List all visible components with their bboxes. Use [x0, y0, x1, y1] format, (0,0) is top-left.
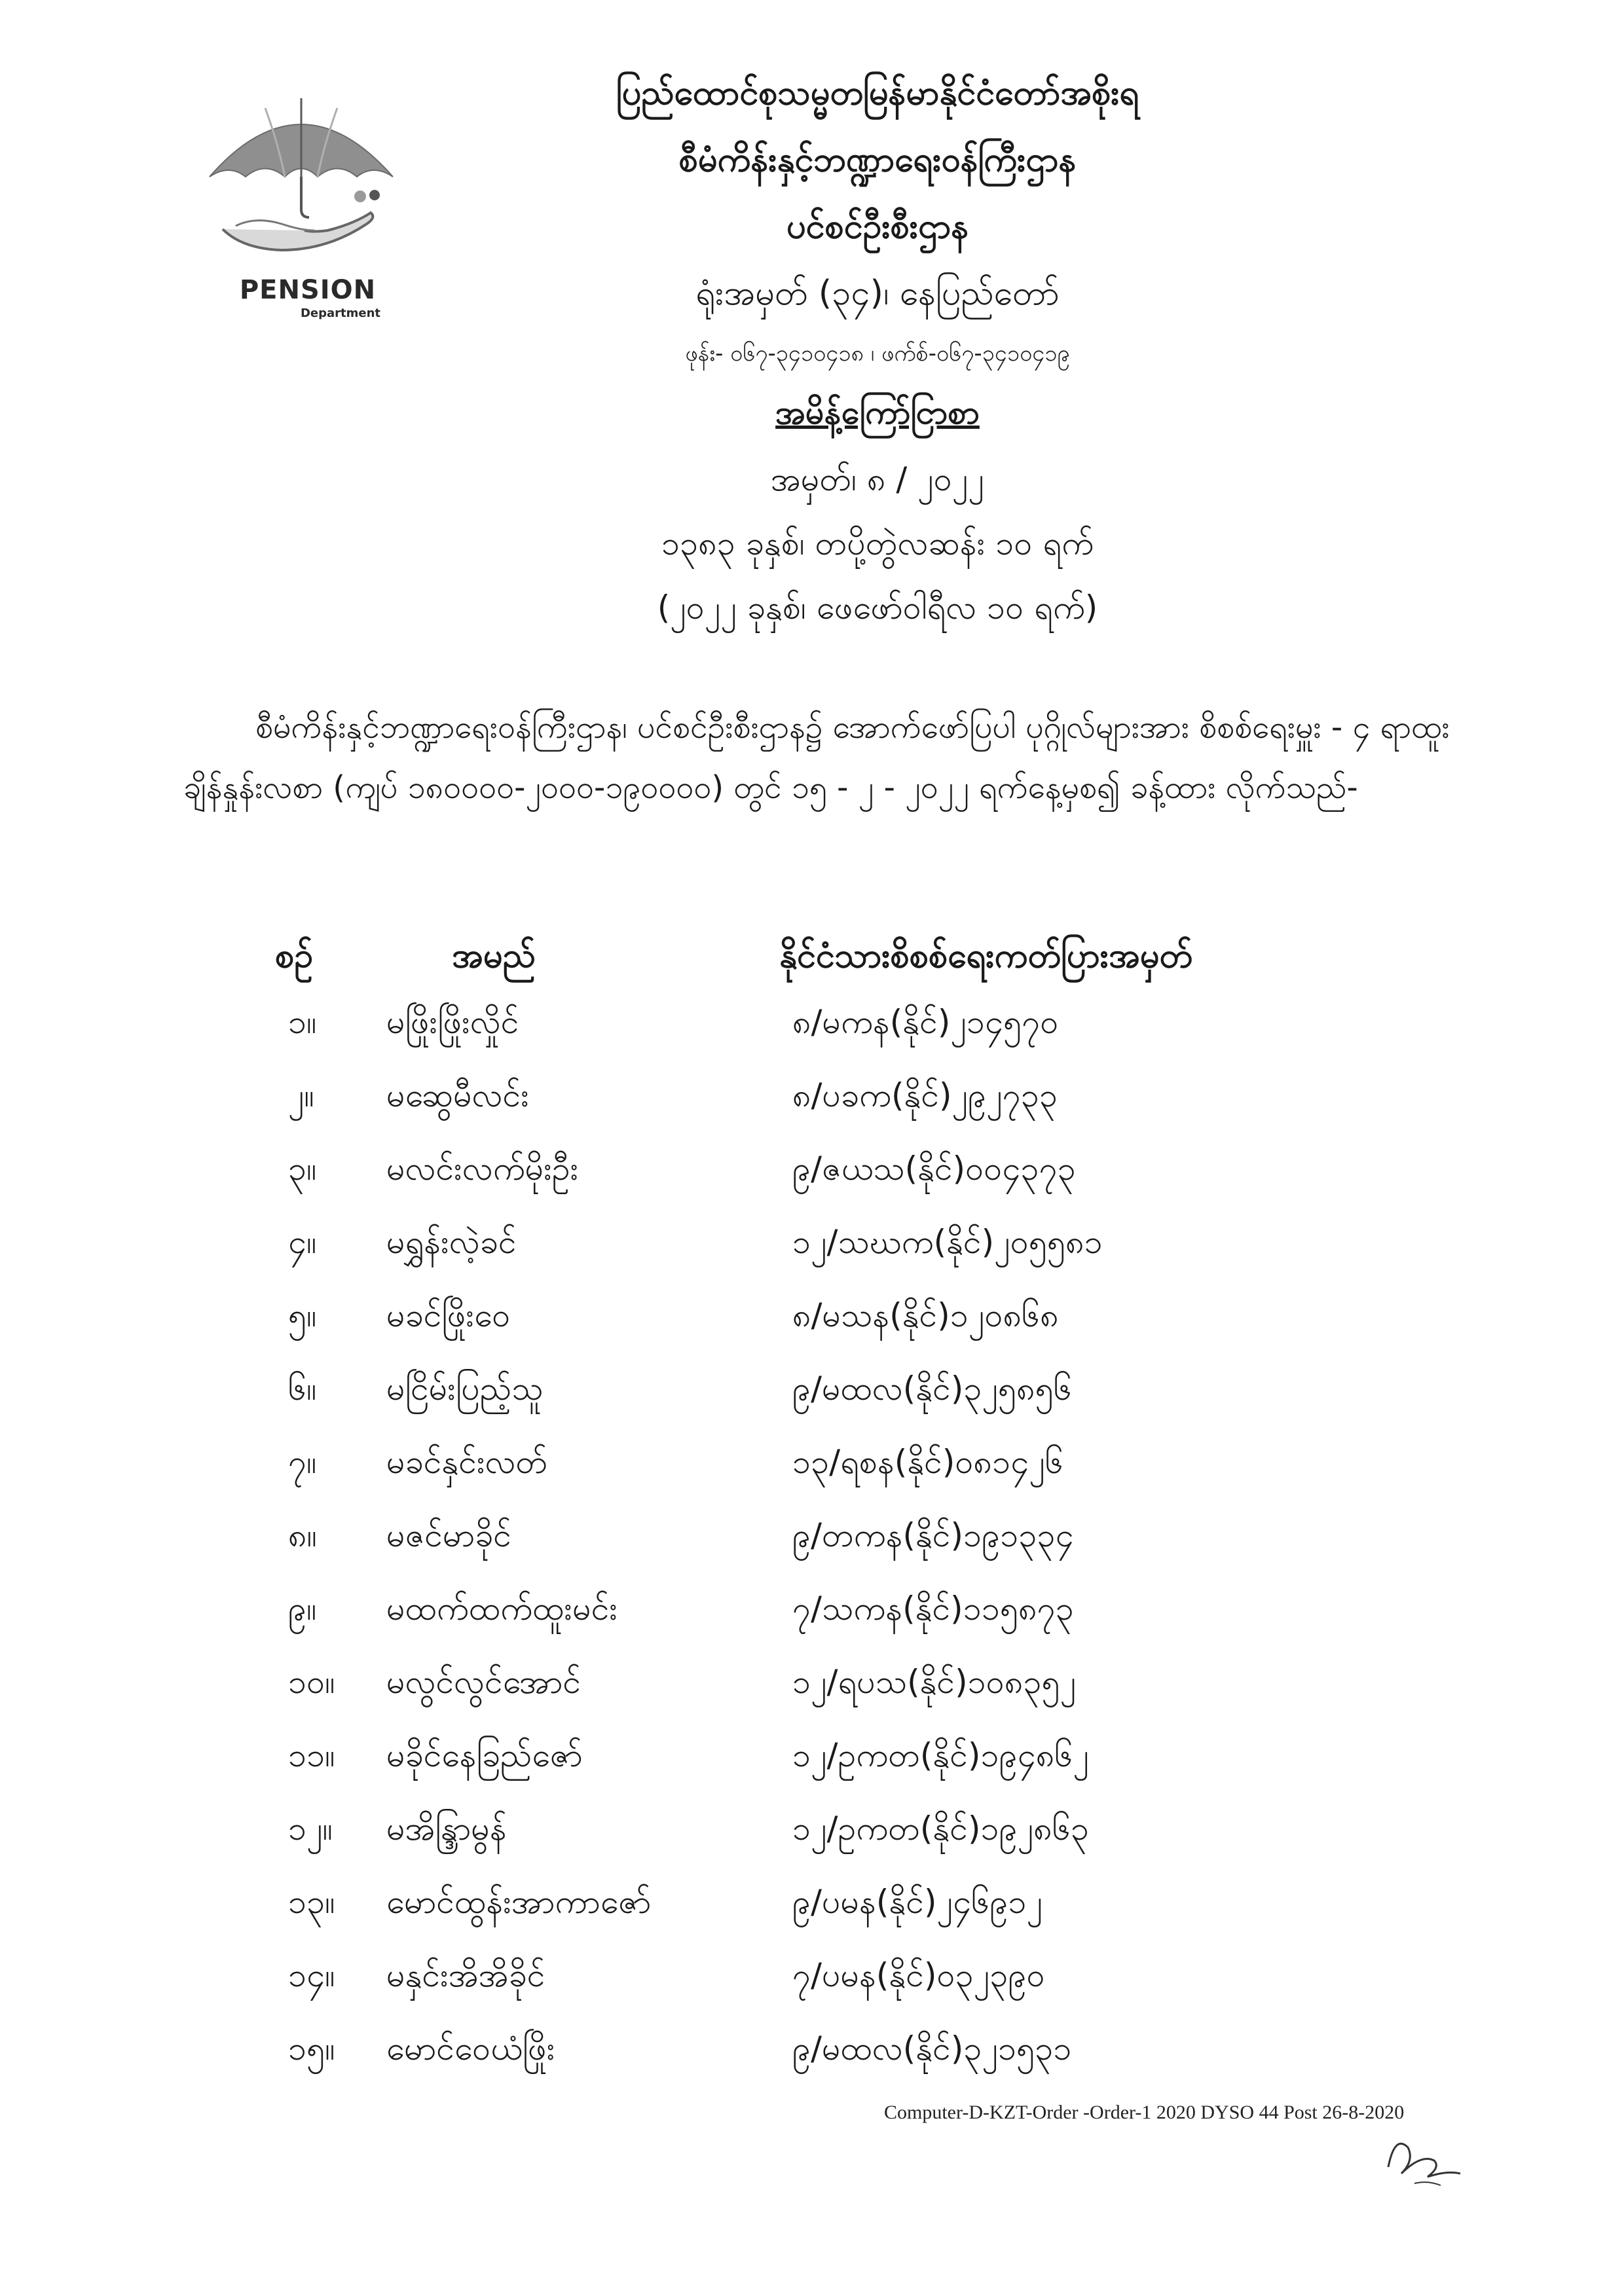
header-nrc: နိုင်ငံသားစိစစ်ရေးကတ်ပြားအမှတ် — [779, 936, 1193, 975]
row-name: မလွင်လွင်အောင် — [386, 1662, 581, 1701]
row-nrc: ၈/မသန(နိုင်)၁၂၀၈၆၈ — [792, 1296, 1059, 1334]
row-name: မနှင်းအိအိခိုင် — [386, 1956, 545, 1994]
header-name: အမည် — [452, 936, 536, 975]
row-no: ၂။ — [288, 1076, 314, 1114]
row-name: မခင်ဖြိုးဝေ — [386, 1296, 511, 1334]
row-nrc: ၈/ပခက(နိုင်)၂၉၂၇၃၃ — [792, 1076, 1058, 1114]
order-number: အမှတ်၊ ၈ / ၂၀၂၂ — [771, 460, 984, 498]
row-name: မောင်ဝေယံဖြိုး — [386, 2029, 555, 2068]
department-title: ပင်စင်ဦးစီးဌာန — [786, 207, 969, 246]
row-nrc: ၉/မထလ(နိုင်)၃၂၁၅၃၁ — [792, 2029, 1072, 2068]
table-row — [275, 1429, 1454, 1502]
signature-mark — [1375, 2121, 1467, 2193]
table-row — [275, 1135, 1454, 1209]
table-row — [275, 1062, 1454, 1135]
table-row — [275, 1868, 1454, 1942]
footer-reference: Computer-D-KZT-Order -Order-1 2020 DYSO 44 Post 26-8-2020 — [884, 2102, 1405, 2123]
table-row — [275, 1649, 1454, 1722]
row-no: ၉။ — [288, 1589, 317, 1628]
appointee-table — [275, 930, 1454, 2088]
row-nrc: ၈/မကန(နိုင်)၂၁၄၅၇၀ — [792, 1002, 1059, 1041]
row-no: ၁၂။ — [288, 1809, 333, 1848]
row-no: ၁၃။ — [288, 1882, 335, 1921]
row-nrc: ၁၂/ဥကတ(နိုင်)၁၉၄၈၆၂ — [792, 1736, 1090, 1774]
date-myanmar: ၁၃၈၃ ခုနှစ်၊ တပို့တွဲလဆန်း ၁၀ ရက် — [661, 524, 1094, 562]
contact-numbers: ဖုန်း- ၀၆၇-၃၄၁၀၄၁၈ ၊ ဖက်စ်-၀၆၇-၃၄၁၀၄၁၉ — [685, 340, 1070, 367]
table-row — [275, 1502, 1454, 1575]
row-no: ၆။ — [288, 1369, 317, 1408]
umbrella-hands-icon — [196, 79, 406, 275]
row-no: ၁၄။ — [288, 1956, 335, 1994]
row-name: မလင်းလက်မိုးဦး — [386, 1149, 579, 1188]
document-title — [458, 393, 1297, 432]
row-nrc: ၉/မထလ(နိုင်)၃၂၅၈၅၆ — [792, 1369, 1072, 1408]
table-row — [275, 1722, 1454, 1795]
document-title-text: အမိန့်ကြော်ငြာစာ — [775, 393, 980, 431]
row-nrc: ၇/သကန(နိုင်)၁၁၅၈၇၃ — [792, 1589, 1074, 1628]
row-nrc: ၁၃/ရစန(နိုင်)၀၈၁၄၂၆ — [792, 1442, 1064, 1481]
table-row — [275, 2015, 1454, 2088]
row-nrc: ၁၂/သဃက(နိုင်)၂၀၅၅၈၁ — [792, 1222, 1103, 1261]
logo-wordmark: PENSION — [239, 275, 377, 305]
row-name: မဖြိုးဖြိုးလှိုင် — [386, 1002, 519, 1041]
row-no: ၁။ — [288, 1002, 317, 1041]
office-address: ရုံးအမှတ် (၃၄)၊ နေပြည်တော် — [695, 274, 1060, 313]
row-no: ၇။ — [288, 1442, 317, 1481]
row-no: ၈။ — [288, 1516, 317, 1554]
row-nrc: ၁၂/ရပသ(နိုင်)၁၀၈၃၅၂ — [792, 1662, 1077, 1701]
pension-logo — [196, 79, 406, 327]
logo-subtitle: Department — [300, 306, 381, 320]
order-paragraph: စီမံကိန်းနှင့်ဘဏ္ဍာရေးဝန်ကြီးဌာန၊ ပင်စင်ဦးစီးဌာန၌ အောက်ဖော်ပြပါ ပုဂ္ဂိုလ်များအား စိစစ်ရေးမှူး - ၄ ရာထူး ချိန်နှုန်းလစာ (ကျပ် ၁၈၀၀၀၀-၂၀၀၀-၁၉၀၀၀၀) တွင် ၁၅ - ၂ - ၂၀၂၂ ရက်နေ့မှစ၍ ခန့်ထား လိုက်သည်- — [183, 709, 1450, 806]
row-no: ၅။ — [288, 1296, 317, 1334]
row-no: ၁၅။ — [288, 2029, 335, 2068]
row-no: ၁၀။ — [288, 1662, 335, 1701]
letterhead — [458, 72, 1297, 651]
table-row — [275, 1282, 1454, 1355]
row-nrc: ၉/ဇယသ(နိုင်)၀၀၄၃၇၃ — [792, 1149, 1076, 1188]
row-nrc: ၉/ပမန(နိုင်)၂၄၆၉၁၂ — [792, 1882, 1043, 1921]
table-body — [275, 989, 1454, 2088]
row-no: ၃။ — [288, 1149, 317, 1188]
table-header — [275, 930, 1454, 989]
row-nrc: ၇/ပမန(နိုင်)၀၃၂၃၉၀ — [792, 1956, 1045, 1994]
row-name: မခင်နှင်းလတ် — [386, 1442, 548, 1481]
table-row — [275, 1355, 1454, 1429]
row-no: ၁၁။ — [288, 1736, 335, 1774]
row-name: မခိုင်နေခြည်ဇော် — [386, 1736, 583, 1774]
ministry-title: စီမံကိန်းနှင့်ဘဏ္ဍာရေးဝန်ကြီးဌာန — [678, 140, 1077, 179]
row-no: ၄။ — [288, 1222, 317, 1261]
row-name: မထက်ထက်ထူးမင်း — [386, 1589, 618, 1628]
government-title: ပြည်ထောင်စုသမ္မတမြန်မာနိုင်ငံတော်အစိုးရ — [616, 73, 1139, 113]
table-row — [275, 989, 1454, 1062]
table-row — [275, 1795, 1454, 1868]
row-name: မအိန္ဒြာမွန် — [386, 1809, 507, 1848]
row-name: မဆွေမီလင်း — [386, 1076, 529, 1114]
table-row — [275, 1209, 1454, 1282]
row-name: မောင်ထွန်းအာကာဇော် — [386, 1882, 652, 1921]
row-name: မရွှန်းလဲ့ခင် — [386, 1222, 517, 1261]
table-row — [275, 1942, 1454, 2015]
row-name: မငြိမ်းပြည့်သူ — [386, 1369, 544, 1408]
row-nrc: ၉/တကန(နိုင်)၁၉၁၃၃၄ — [792, 1516, 1074, 1554]
header-no: စဉ် — [275, 936, 314, 975]
table-row — [275, 1575, 1454, 1649]
row-nrc: ၁၂/ဥကတ(နိုင်)၁၉၂၈၆၃ — [792, 1809, 1090, 1848]
date-gregorian: (၂၀၂၂ ခုနှစ်၊ ဖေဖော်ဝါရီလ ၁၀ ရက်) — [657, 589, 1098, 627]
row-name: မဇင်မာခိုင် — [386, 1516, 512, 1554]
